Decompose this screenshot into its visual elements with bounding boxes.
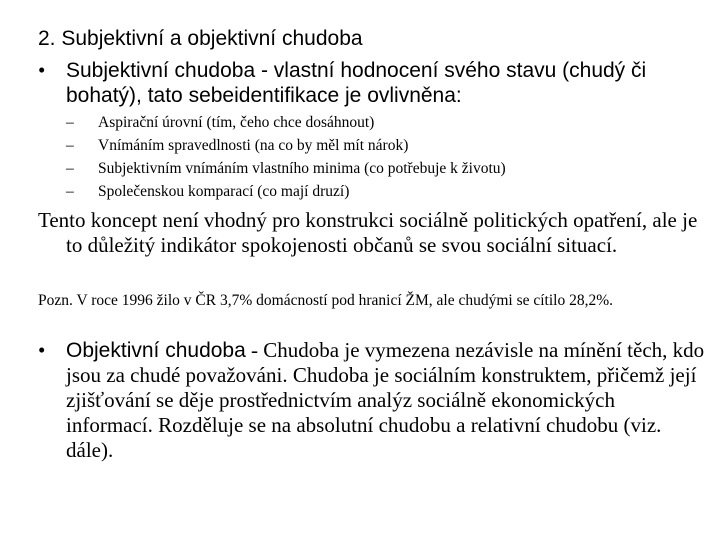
bullet-objective-poverty	[38, 338, 706, 463]
bullet-text	[66, 338, 706, 463]
dash-glyph: –	[66, 137, 74, 154]
bullet-term: Objektivní chudoba	[66, 339, 246, 362]
sub-list	[66, 111, 506, 203]
sub-item-text: Vnímáním spravedlnosti (na co by měl mít nárok)	[98, 137, 409, 154]
sub-item-text: Subjektivním vnímáním vlastního minima (co potřebuje k životu)	[98, 160, 506, 177]
sub-list-item	[66, 134, 506, 157]
dash-glyph: –	[66, 114, 74, 131]
bullet-definition: - vlastní hodnocení svého stavu (chudý či bohatý), tato sebeidentifikace je ovlivněna:	[66, 59, 647, 107]
bullet-glyph: •	[38, 58, 46, 82]
sub-list-item	[66, 111, 506, 134]
bullet-term: Subjektivní chudoba	[66, 59, 256, 82]
statistics-note	[38, 290, 698, 311]
bullet-glyph: •	[38, 338, 46, 362]
sub-item-text: Aspirační úrovní (tím, čeho chce dosáhnout)	[98, 114, 375, 131]
bullet-definition: - Chudoba je vymezena nezávisle na mínění těch, kdo jsou za chudé považováni. Chudoba je sociálním konstruktem, přičemž její zjišťování se děje prostřednictvím analýz sociálně ekonomických informací. Rozděluje se na absolutní chudobu a relativní chudobu (viz. dále).	[66, 338, 705, 462]
sub-item-text: Společenskou komparací (co mají druzí)	[98, 183, 350, 200]
note-text: Pozn. V roce 1996 žilo v ČR 3,7% domácností pod hranicí ŽM, ale chudými se cítilo 28,2%.	[38, 292, 613, 309]
sub-list-item	[66, 157, 506, 180]
bullet-subjective-poverty	[38, 58, 706, 108]
sub-list-item	[66, 180, 506, 203]
slide-heading: 2. Subjektivní a objektivní chudoba	[38, 27, 363, 50]
paragraph-text: Tento koncept není vhodný pro konstrukci sociálně politických opatření, ale je to důležitý indikátor spokojenosti občanů se svou sociální situací.	[38, 208, 698, 257]
bullet-text	[66, 58, 706, 108]
dash-glyph: –	[66, 160, 74, 177]
concept-paragraph	[38, 208, 698, 258]
dash-glyph: –	[66, 183, 74, 200]
